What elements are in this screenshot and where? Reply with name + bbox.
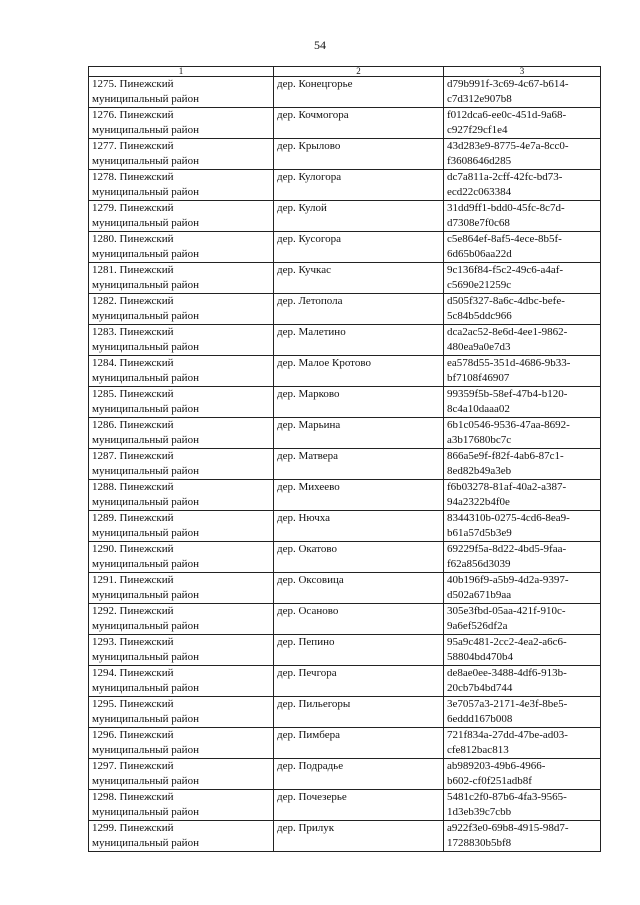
district-type: муниципальный район	[92, 775, 199, 787]
identifier-part-1: f6b03278-81af-40a2-a387-	[447, 481, 567, 493]
identifier-part-1: ea578d55-351d-4686-9b33-	[447, 357, 571, 369]
page-number: 54	[314, 38, 326, 52]
identifier-cell	[444, 325, 601, 356]
table-row	[89, 759, 601, 790]
settlement-name: дер. Кулой	[277, 202, 327, 214]
district-cell	[89, 356, 274, 387]
identifier-part-1: 9c136f84-f5c2-49c6-a4af-	[447, 264, 564, 276]
district-type: муниципальный район	[92, 341, 199, 353]
settlement-cell	[274, 573, 444, 604]
table-row	[89, 666, 601, 697]
district-type: муниципальный район	[92, 713, 199, 725]
identifier-cell	[444, 108, 601, 139]
district-type: муниципальный район	[92, 310, 199, 322]
identifier-cell	[444, 356, 601, 387]
table-header	[89, 67, 601, 77]
settlement-cell	[274, 325, 444, 356]
district-type: муниципальный район	[92, 527, 199, 539]
identifier-part-2: bf7108f46907	[447, 372, 510, 384]
settlement-name: дер. Кулогора	[277, 171, 342, 183]
settlement-cell	[274, 542, 444, 573]
district-type: муниципальный район	[92, 589, 199, 601]
settlement-cell	[274, 170, 444, 201]
row-number-district: 1277. Пинежский	[92, 140, 174, 152]
settlement-name: дер. Матвера	[277, 450, 339, 462]
table-row	[89, 511, 601, 542]
table-row	[89, 201, 601, 232]
district-cell	[89, 604, 274, 635]
district-cell	[89, 263, 274, 294]
identifier-part-2: 6eddd167b008	[447, 713, 513, 725]
table-row	[89, 635, 601, 666]
identifier-part-2: 8c4a10daaa02	[447, 403, 510, 415]
identifier-cell	[444, 666, 601, 697]
identifier-cell	[444, 294, 601, 325]
district-type: муниципальный район	[92, 558, 199, 570]
identifier-part-2: 20cb7b4bd744	[447, 682, 513, 694]
identifier-part-2: b61a57d5b3e9	[447, 527, 512, 539]
table-row	[89, 387, 601, 418]
row-number-district: 1298. Пинежский	[92, 791, 174, 803]
district-cell	[89, 666, 274, 697]
district-cell	[89, 542, 274, 573]
district-cell	[89, 635, 274, 666]
identifier-cell	[444, 480, 601, 511]
identifier-cell	[444, 759, 601, 790]
identifier-part-2: 58804bd470b4	[447, 651, 513, 663]
district-cell	[89, 201, 274, 232]
table-row	[89, 356, 601, 387]
row-number-district: 1286. Пинежский	[92, 419, 174, 431]
identifier-part-1: 99359f5b-58ef-47b4-b120-	[447, 388, 568, 400]
identifier-cell	[444, 635, 601, 666]
identifier-part-2: 1d3eb39c7cbb	[447, 806, 512, 818]
identifier-part-1: 95a9c481-2cc2-4ea2-a6c6-	[447, 636, 567, 648]
district-type: муниципальный район	[92, 682, 199, 694]
column-header-1: 1	[89, 67, 274, 77]
table-row	[89, 325, 601, 356]
district-cell	[89, 139, 274, 170]
district-cell	[89, 108, 274, 139]
row-number-district: 1292. Пинежский	[92, 605, 174, 617]
district-cell	[89, 821, 274, 852]
settlement-name: дер. Кусогора	[277, 233, 341, 245]
district-type: муниципальный район	[92, 279, 199, 291]
district-cell	[89, 449, 274, 480]
table-row	[89, 139, 601, 170]
identifier-part-2: 94a2322b4f0e	[447, 496, 510, 508]
identifier-cell	[444, 139, 601, 170]
identifier-cell	[444, 697, 601, 728]
identifier-part-2: c5690e21259c	[447, 279, 512, 291]
identifier-part-1: c5e864ef-8af5-4ece-8b5f-	[447, 233, 562, 245]
table-row	[89, 77, 601, 108]
settlement-name: дер. Печгора	[277, 667, 337, 679]
identifier-part-1: d79b991f-3c69-4c67-b614-	[447, 78, 569, 90]
row-number-district: 1297. Пинежский	[92, 760, 174, 772]
table-row	[89, 542, 601, 573]
row-number-district: 1283. Пинежский	[92, 326, 174, 338]
row-number-district: 1279. Пинежский	[92, 202, 174, 214]
row-number-district: 1287. Пинежский	[92, 450, 174, 462]
identifier-part-2: a3b17680bc7c	[447, 434, 512, 446]
identifier-part-1: d505f327-8a6c-4dbc-befe-	[447, 295, 565, 307]
settlement-cell	[274, 511, 444, 542]
settlement-name: дер. Подрадье	[277, 760, 344, 772]
table-row	[89, 697, 601, 728]
settlement-name: дер. Почезерье	[277, 791, 347, 803]
identifier-part-2: 1728830b5bf8	[447, 837, 512, 849]
row-number-district: 1276. Пинежский	[92, 109, 174, 121]
row-number-district: 1293. Пинежский	[92, 636, 174, 648]
identifier-part-2: d7308e7f0c68	[447, 217, 510, 229]
identifier-part-2: f3608646d285	[447, 155, 512, 167]
settlement-cell	[274, 108, 444, 139]
identifier-part-2: b602-cf0f251adb8f	[447, 775, 532, 787]
identifier-part-2: ecd22c063384	[447, 186, 512, 198]
settlement-name: дер. Кочмогора	[277, 109, 349, 121]
settlement-name: дер. Окатово	[277, 543, 337, 555]
identifier-part-2: 8ed82b49a3eb	[447, 465, 512, 477]
district-type: муниципальный район	[92, 124, 199, 136]
identifier-part-1: de8ae0ee-3488-4df6-913b-	[447, 667, 567, 679]
settlement-name: дер. Малое Кротово	[277, 357, 371, 369]
district-type: муниципальный район	[92, 806, 199, 818]
settlement-cell	[274, 480, 444, 511]
identifier-part-2: 9a6ef526df2a	[447, 620, 508, 632]
identifier-cell	[444, 201, 601, 232]
settlement-cell	[274, 294, 444, 325]
settlement-cell	[274, 356, 444, 387]
row-number-district: 1290. Пинежский	[92, 543, 174, 555]
identifier-part-1: 8344310b-0275-4cd6-8ea9-	[447, 512, 570, 524]
settlement-name: дер. Пепино	[277, 636, 335, 648]
row-number-district: 1278. Пинежский	[92, 171, 174, 183]
district-type: муниципальный район	[92, 651, 199, 663]
settlement-cell	[274, 604, 444, 635]
identifier-part-1: a922f3e0-69b8-4915-98d7-	[447, 822, 569, 834]
district-type: муниципальный район	[92, 93, 199, 105]
identifier-part-2: f62a856d3039	[447, 558, 511, 570]
identifier-part-1: 305e3fbd-05aa-421f-910c-	[447, 605, 566, 617]
settlement-name: дер. Пильегоры	[277, 698, 351, 710]
table-row	[89, 418, 601, 449]
settlement-name: дер. Марково	[277, 388, 340, 400]
row-number-district: 1284. Пинежский	[92, 357, 174, 369]
identifier-part-1: ab989203-49b6-4966-	[447, 760, 546, 772]
table-row	[89, 728, 601, 759]
district-cell	[89, 480, 274, 511]
settlement-name: дер. Пимбера	[277, 729, 340, 741]
identifier-cell	[444, 728, 601, 759]
settlement-name: дер. Михеево	[277, 481, 340, 493]
identifier-part-1: 40b196f9-a5b9-4d2a-9397-	[447, 574, 569, 586]
settlement-name: дер. Прилук	[277, 822, 335, 834]
district-type: муниципальный район	[92, 496, 199, 508]
table-row	[89, 604, 601, 635]
identifier-part-1: 43d283e9-8775-4e7a-8cc0-	[447, 140, 569, 152]
row-number-district: 1294. Пинежский	[92, 667, 174, 679]
settlements-table	[88, 66, 601, 852]
identifier-cell	[444, 542, 601, 573]
identifier-part-2: d502a671b9aa	[447, 589, 512, 601]
row-number-district: 1289. Пинежский	[92, 512, 174, 524]
identifier-cell	[444, 418, 601, 449]
district-cell	[89, 232, 274, 263]
row-number-district: 1295. Пинежский	[92, 698, 174, 710]
row-number-district: 1275. Пинежский	[92, 78, 174, 90]
district-cell	[89, 573, 274, 604]
row-number-district: 1288. Пинежский	[92, 481, 174, 493]
district-cell	[89, 387, 274, 418]
district-cell	[89, 728, 274, 759]
identifier-part-1: 866a5e9f-f82f-4ab6-87c1-	[447, 450, 564, 462]
identifier-part-1: 69229f5a-8d22-4bd5-9faa-	[447, 543, 567, 555]
settlement-cell	[274, 139, 444, 170]
district-type: муниципальный район	[92, 620, 199, 632]
district-type: муниципальный район	[92, 434, 199, 446]
district-type: муниципальный район	[92, 744, 199, 756]
identifier-part-2: c927f29cf1e4	[447, 124, 508, 136]
district-cell	[89, 294, 274, 325]
district-type: муниципальный район	[92, 186, 199, 198]
row-number-district: 1280. Пинежский	[92, 233, 174, 245]
district-type: муниципальный район	[92, 403, 199, 415]
district-cell	[89, 170, 274, 201]
district-type: муниципальный район	[92, 155, 199, 167]
settlement-name: дер. Малетино	[277, 326, 346, 338]
settlement-cell	[274, 77, 444, 108]
identifier-cell	[444, 449, 601, 480]
table-row	[89, 294, 601, 325]
settlement-name: дер. Кучкас	[277, 264, 331, 276]
district-type: муниципальный район	[92, 837, 199, 849]
table-row	[89, 108, 601, 139]
settlement-cell	[274, 635, 444, 666]
identifier-cell	[444, 387, 601, 418]
district-cell	[89, 511, 274, 542]
identifier-cell	[444, 77, 601, 108]
table-row	[89, 821, 601, 852]
identifier-part-1: 721f834a-27dd-47be-ad03-	[447, 729, 568, 741]
identifier-part-2: cfe812bac813	[447, 744, 509, 756]
settlement-cell	[274, 201, 444, 232]
settlement-cell	[274, 418, 444, 449]
settlement-name: дер. Нючха	[277, 512, 330, 524]
district-cell	[89, 697, 274, 728]
table-row	[89, 573, 601, 604]
table-row	[89, 790, 601, 821]
row-number-district: 1296. Пинежский	[92, 729, 174, 741]
header-row	[89, 67, 601, 77]
identifier-cell	[444, 263, 601, 294]
settlement-cell	[274, 666, 444, 697]
district-cell	[89, 418, 274, 449]
district-cell	[89, 325, 274, 356]
identifier-cell	[444, 170, 601, 201]
settlement-name: дер. Летопола	[277, 295, 343, 307]
identifier-part-2: 480ea9a0e7d3	[447, 341, 511, 353]
settlement-cell	[274, 821, 444, 852]
identifier-part-2: c7d312e907b8	[447, 93, 512, 105]
table-row	[89, 480, 601, 511]
row-number-district: 1285. Пинежский	[92, 388, 174, 400]
settlement-cell	[274, 790, 444, 821]
identifier-cell	[444, 573, 601, 604]
settlement-name: дер. Марьина	[277, 419, 341, 431]
identifier-cell	[444, 790, 601, 821]
identifier-part-1: 6b1c0546-9536-47aa-8692-	[447, 419, 570, 431]
table-row	[89, 263, 601, 294]
table-row	[89, 232, 601, 263]
settlement-name: дер. Оксовица	[277, 574, 344, 586]
settlement-cell	[274, 263, 444, 294]
identifier-cell	[444, 232, 601, 263]
row-number-district: 1281. Пинежский	[92, 264, 174, 276]
settlement-cell	[274, 728, 444, 759]
column-header-2: 2	[274, 67, 444, 77]
identifier-cell	[444, 511, 601, 542]
district-cell	[89, 77, 274, 108]
settlement-cell	[274, 449, 444, 480]
settlement-cell	[274, 697, 444, 728]
identifier-cell	[444, 821, 601, 852]
district-type: муниципальный район	[92, 465, 199, 477]
identifier-part-1: dca2ac52-8e6d-4ee1-9862-	[447, 326, 568, 338]
district-cell	[89, 759, 274, 790]
identifier-part-1: 31dd9ff1-bdd0-45fc-8c7d-	[447, 202, 565, 214]
settlement-name: дер. Крылово	[277, 140, 341, 152]
table-row	[89, 170, 601, 201]
column-header-3: 3	[444, 67, 601, 77]
row-number-district: 1291. Пинежский	[92, 574, 174, 586]
settlement-cell	[274, 759, 444, 790]
table-body	[89, 77, 601, 852]
settlement-name: дер. Осаново	[277, 605, 339, 617]
row-number-district: 1299. Пинежский	[92, 822, 174, 834]
district-type: муниципальный район	[92, 248, 199, 260]
settlement-cell	[274, 232, 444, 263]
district-cell	[89, 790, 274, 821]
identifier-part-1: 3e7057a3-2171-4e3f-8be5-	[447, 698, 568, 710]
identifier-part-1: f012dca6-ee0c-451d-9a68-	[447, 109, 567, 121]
settlement-cell	[274, 387, 444, 418]
identifier-part-1: dc7a811a-2cff-42fc-bd73-	[447, 171, 563, 183]
identifier-part-2: 5c84b5ddc966	[447, 310, 512, 322]
table-row	[89, 449, 601, 480]
identifier-cell	[444, 604, 601, 635]
identifier-part-2: 6d65b06aa22d	[447, 248, 512, 260]
settlement-name: дер. Конецгорье	[277, 78, 353, 90]
row-number-district: 1282. Пинежский	[92, 295, 174, 307]
identifier-part-1: 5481c2f0-87b6-4fa3-9565-	[447, 791, 567, 803]
district-type: муниципальный район	[92, 372, 199, 384]
district-type: муниципальный район	[92, 217, 199, 229]
